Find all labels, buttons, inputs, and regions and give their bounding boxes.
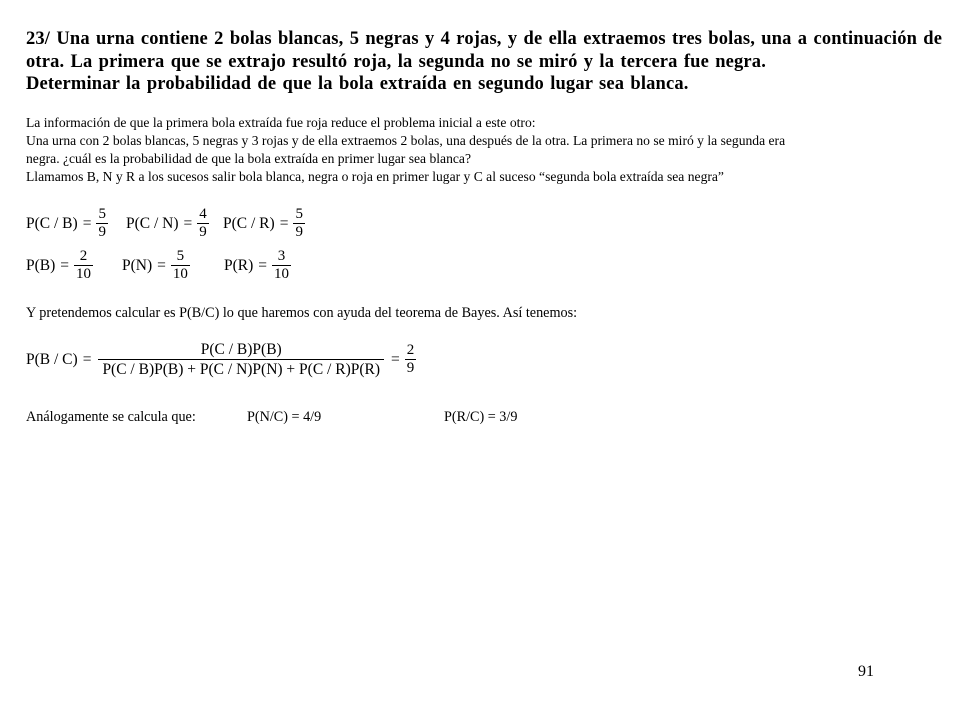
equals-sign: = [60, 256, 70, 274]
numerator: 5 [295, 206, 303, 222]
page-number: 91 [858, 663, 874, 680]
explanation-line: negra. ¿cuál es la probabilidad de que la bola extraída en primer lugar sea blanca? [26, 151, 471, 166]
equation-lhs: P(C / R) [223, 214, 275, 232]
denominator: 9 [199, 224, 207, 240]
fraction [197, 206, 209, 241]
equation-lhs: P(B / C) [26, 350, 78, 368]
problem-statement [26, 28, 943, 96]
equals-sign: = [183, 214, 193, 232]
bayes-numerator: P(C / B)P(B) [200, 341, 282, 358]
equation-lhs: P(C / N) [126, 214, 179, 232]
numerator: 2 [406, 342, 415, 358]
explanation-paragraph [26, 114, 931, 186]
equation-p-n [122, 248, 224, 283]
equation-lhs: P(N) [122, 256, 153, 274]
denominator: 9 [295, 224, 303, 240]
conditional-probabilities-row [26, 206, 305, 241]
result-fraction [405, 342, 417, 377]
equals-sign: = [82, 350, 92, 368]
denominator: 10 [76, 266, 92, 282]
problem-line: 23/ Una urna contiene 2 bolas blancas, 5 negras y 4 rojas, y de ella extraemos tres bolas, una a continuación de [26, 29, 943, 49]
equals-sign: = [279, 214, 289, 232]
prior-probabilities-row [26, 248, 291, 283]
equation-p-c-given-n [126, 206, 223, 241]
fraction [74, 248, 93, 283]
explanation-line: Una urna con 2 bolas blancas, 5 negras y 3 rojas y de ella extraemos 2 bolas, una después de la otra. La primera no se miró y la segunda era [26, 133, 786, 148]
equation-p-b [26, 248, 122, 283]
equation-p-r [224, 248, 291, 283]
problem-line: otra. La primera que se extrajo resultó roja, la segunda no se miró y la tercera fue negra. [26, 51, 766, 72]
denominator: 9 [406, 360, 415, 376]
p-n-given-c: P(N/C) = 4/9 [247, 409, 322, 425]
equation-p-c-given-r [223, 206, 305, 241]
bayes-denominator: P(C / B)P(B) + P(C / N)P(N) + P(C / R)P(R) [102, 361, 381, 378]
equals-sign: = [391, 350, 400, 368]
equals-sign: = [82, 214, 92, 232]
denominator: 10 [172, 266, 188, 282]
explanation-line: La información de que la primera bola extraída fue roja reduce el problema inicial a este otro: [26, 115, 536, 130]
numerator: 3 [277, 248, 286, 264]
denominator: 9 [98, 224, 106, 240]
equals-sign: = [157, 256, 166, 274]
equation-lhs: P(R) [224, 256, 254, 274]
analog-text: Análogamente se calcula que: [26, 409, 196, 425]
bayes-formula [26, 340, 416, 379]
equals-sign: = [258, 256, 268, 274]
numerator: 4 [199, 206, 207, 222]
numerator: 5 [176, 248, 185, 264]
numerator: 2 [79, 248, 88, 264]
equation-lhs: P(B) [26, 256, 56, 274]
fraction [96, 206, 108, 241]
problem-line: Determinar la probabilidad de que la bola extraída en segundo lugar sea blanca. [26, 74, 689, 94]
equation-p-c-given-b [26, 206, 126, 241]
explanation-line: Llamamos B, N y R a los sucesos salir bola blanca, negra o roja en primer lugar y C al suceso “segunda bola extraída sea negra” [26, 169, 724, 184]
fraction [171, 248, 190, 283]
denominator: 10 [274, 266, 290, 282]
p-r-given-c: P(R/C) = 3/9 [444, 409, 518, 425]
fraction [293, 206, 305, 241]
bayes-intro-text: Y pretendemos calcular es P(B/C) lo que haremos con ayuda del teorema de Bayes. Así tenemos: [26, 305, 578, 321]
bayes-fraction [98, 340, 384, 379]
fraction [272, 248, 291, 283]
equation-lhs: P(C / B) [26, 214, 78, 232]
numerator: 5 [98, 206, 106, 222]
